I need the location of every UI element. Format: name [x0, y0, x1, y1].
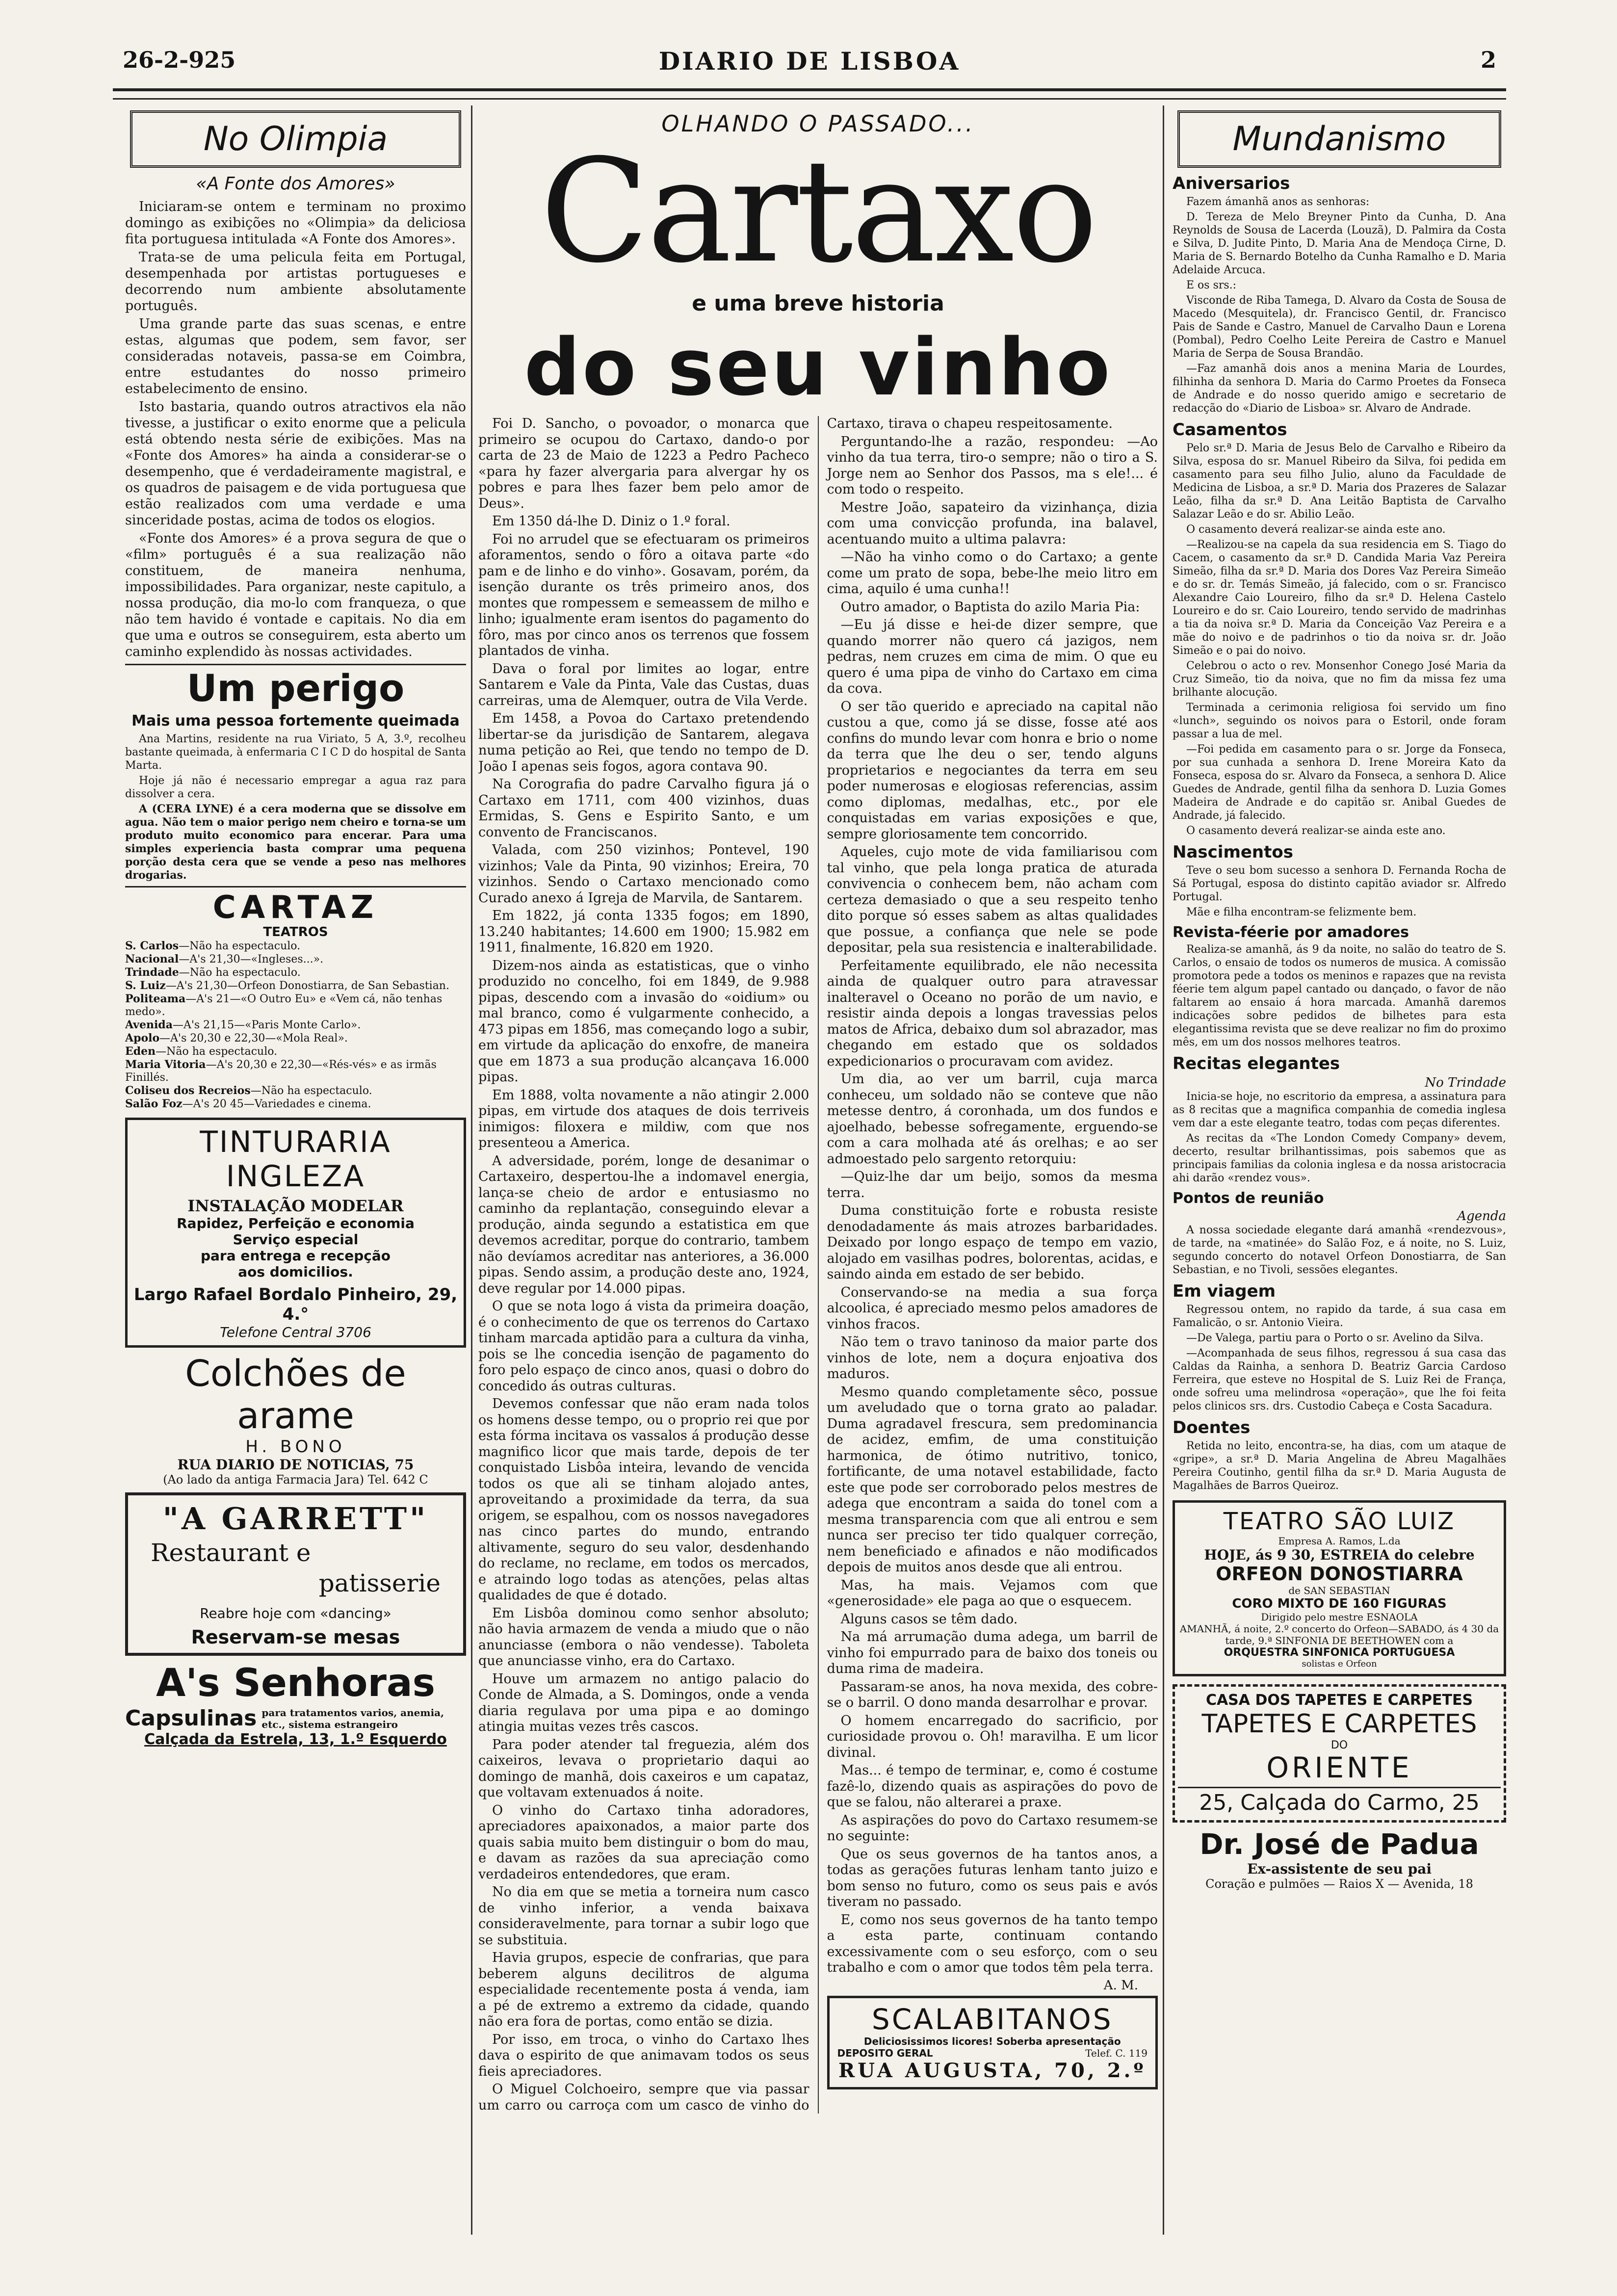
scalabitanos-deposit: DEPOSITO GERAL [837, 2047, 933, 2059]
oriente-line: TAPETES E CARPETES [1201, 1709, 1477, 1739]
oriente-line: ORIENTE [1266, 1751, 1412, 1784]
perigo-text: A (CERA LYNE) é a cera moderna que se dissolve em agua. Não tem o maior perigo nem cheiro e torna-se um produto muito economico para encerar. Para uma simples experiencia basta comprar uma pequena porção desta cera que se vende a peso nas melhores drogarias. [125, 803, 466, 882]
tinturaria-address: Largo Rafael Bordalo Pinheiro, 29, 4.° [133, 1285, 458, 1324]
saoluiz-ad [1173, 1500, 1506, 1676]
tinturaria-line: Serviço especial [233, 1231, 359, 1248]
section-paragraph: Inicia-se hoje, no escritorio da empresa, a assinatura para as 8 recitas que a magnifica companhia de comedia inglesa vem dar a este elegante teatro, todas com peças diferentes. [1173, 1091, 1506, 1129]
section-paragraph: Regressou ontem, no rapido da tarde, á sua casa em Famalicão, o sr. Antonio Vieira. [1173, 1304, 1506, 1329]
article-paragraph: Foi D. Sancho, o povoador, o monarca que primeiro se ocupou do Cartaxo, dando-o por carta de 23 de Maio de 1223 a Pedro Pacheco «para hy fazer alvergaria para alvergar hy os pobres e para lhes fazer bem pelo amor de Deus». [478, 416, 809, 511]
olimpia-paragraph: Isto bastaria, quando outros atractivos ela não tivesse, a justificar o exito enorme que a pelicula está obtendo nesta série de exibições. Mas na «Fonte dos Amores» ha ainda a considerar-se o desempenho, que é verdadeiramente magistral, e os quadros de paisagem e de vida portuguesa que estão realizados com uma verdade e uma sinceridade postas, acima de todos os elogios. [125, 399, 466, 528]
olimpia-paragraph: Trata-se de uma pelicula feita em Portugal, desempenhada por artistas portugueses e decorrendo num ambiente absolutamente português. [125, 250, 466, 313]
cartaz-subtitle: TEATROS [263, 925, 328, 939]
section-paragraph: —Realizou-se na capela da sua residencia em S. Tiago do Cacem, o casamento da sr.ª D. Candida Maria Vaz Pereira Simeão, filha da sr.ª D. Maria dos Dores Vaz Pereira Simeão e do sr. dr. Temás Simeão, já falecido, com o sr. Francisco Alexandre Caio Loureiro, filho da sr.ª D. Helena Castelo Loureiro e do sr. Caio Loureiro, tendo servido de madrinhas a tia da noiva sr.ª D. Maria da Conceição Vaz Pereira e a mãe do noivo e de padrinhos o tio da noiva sr. dr. João Simeão e o pai do noivo. [1173, 539, 1506, 657]
senhoras-text: para tratamentos varios, anemia, etc., sistema estrangeiro [261, 1706, 444, 1730]
section-heading: Doentes [1173, 1418, 1251, 1437]
article-paragraph: —Não ha vinho como o do Cartaxo; a gente come um prato de sopa, bebe-lhe meio litro em cima, aquilo é uma cunha!! [827, 549, 1158, 597]
article-body [478, 416, 1158, 2113]
tinturaria-line: Rapidez, Perfeição e economia [177, 1215, 415, 1231]
senhoras-word: Capsulinas [125, 1706, 257, 1731]
article-paragraph: Mestre João, sapateiro da vizinhança, dizia com uma convicção profunda, ina balavel, acentuando muito a ultima palavra: [827, 499, 1158, 547]
saoluiz-line: Dirigido pelo mestre ESNAOLA [1261, 1611, 1418, 1623]
article-title: Cartaxo [540, 129, 1096, 294]
cartaz-title: CARTAZ [212, 889, 379, 926]
article-paragraph: Houve um armazem no antigo palacio do Conde de Almada, a S. Domingos, onde a venda diaria regulava por uma pipa e ao domingo atingia muitas vezes três cascos. [478, 1671, 809, 1734]
senhoras-title: A's Senhoras [156, 1661, 436, 1705]
padua-line: Ex-assistente de seu pai [1247, 1861, 1432, 1877]
article-paragraph: Devemos confessar que não eram nada tolos os homens desse tempo, ou o proprio rei que por esta fórma incitava os vassalos á produção desse magnifico licor que mais tarde, depois de ter conquistado Lisbôa inteira, levando de vencida todos os que ali se tinham alojado antes, aproveitando a proximidade da terra, da sua origem, se espalhou, com os nossos navegadores nas cinco partes do mundo, entrando altivamente, seguro do seu valor, desdenhando do reclame, no reclame, em todos os mercados, e atraindo logo todas as atenções, pelas altas qualidades de que é dotado. [478, 1396, 809, 1603]
tinturaria-line: INSTALAÇÃO MODELAR [187, 1197, 404, 1215]
section-paragraph: —Foi pedida em casamento para o sr. Jorge da Fonseca, por sua cunhada a senhora D. Irene Moreira Kato da Fonseca, esposa do sr. Alvaro da Fonseca, a senhora D. Alice Guedes de Andrade, gentil filha da senhora D. Luzia Gomes Madeira de Andrade e do capitão sr. Anibal Guedes de Andrade, já falecido. [1173, 743, 1506, 822]
article-paragraph: Perguntando-lhe a razão, respondeu: —Ao vinho da tua terra, tiro-o sempre; não o tiro a S. Jorge nem ao Senhor dos Passos, ma s ele!... é com todo o respeito. [827, 434, 1158, 497]
article-paragraph: Em 1822, já conta 1335 fogos; em 1890, 13.240 habitantes; 14.600 em 1900; 15.982 em 1911, finalmente, 16.820 em 1920. [478, 908, 809, 955]
column-divider [471, 105, 472, 2235]
scalabitanos-line: Deliciosissimos licores! Soberba apresentação [863, 2035, 1121, 2047]
section-paragraph: Terminada a cerimonia religiosa foi servido um fino «lunch», seguindo os noivos para o Estoril, onde foram passar a lua de mel. [1173, 702, 1506, 740]
article-paragraph: O ser tão querido e apreciado na capital não custou a que, como já se disse, fosse até aos confins do mundo levar com honra e brio o nome da terra que lhe deu o ser, tendo alguns proprietarios e negociantes da terra em seu poder numerosas e elogiosas referencias, assim como diplomas, medalhas, etc., por ele conquistadas em varias exposições e que, sempre gloriosamente tem concorrido. [827, 699, 1158, 842]
oriente-address: 25, Calçada do Carmo, 25 [1178, 1787, 1501, 1815]
article-paragraph: Dava o foral por limites ao logar, entre Santarem e Vale da Pinta, Vale das Custas, duas carreiras, uma de Alemquer, outra de Vila Verde. [478, 661, 809, 708]
tinturaria-phone: Telefone Central 3706 [220, 1324, 371, 1340]
colchoes-name: H. BONO [245, 1437, 346, 1457]
colchoes-title: Colchões de arame [185, 1353, 406, 1437]
section-paragraph: O casamento deverá realizar-se ainda este ano. [1186, 523, 1446, 536]
article-heading [478, 110, 1158, 413]
article-paragraph: —Quiz-lhe dar um beijo, somos da mesma terra. [827, 1169, 1158, 1200]
saoluiz-line: CORO MIXTO DE 160 FIGURAS [1232, 1596, 1447, 1611]
section-paragraph: Visconde de Riba Tamega, D. Alvaro da Costa de Sousa de Macedo (Mesquitela), dr. Francisco Gentil, dr. Francisco Pais de Sande e Castro, Manuel de Carvalho Daun e Lorena (Pombal), Pedro Coelho Leite Pereira de Castro e Manuel Maria de Serpa de Sousa Brandão. [1173, 294, 1506, 360]
padua-line: Coração e pulmões — Raios X — Avenida, 18 [1205, 1877, 1473, 1891]
padua-title: Dr. José de Padua [1200, 1827, 1479, 1861]
section-paragraph: —Acompanhada de seus filhos, regressou á sua casa das Caldas da Rainha, a senhora D. Beatriz Garcia Cardoso Ferreira, que esteve no Hospital de S. Luiz Rei de França, onde sofreu uma melindrosa «operação», que lhe foi feita pelos clinicos srs. drs. Custodio Cabeça e Costa Sacadura. [1173, 1347, 1506, 1412]
olimpia-paragraph: «Fonte dos Amores» é a prova segura de que o «film» português é a sua realização não constituem, de maneira nenhuma, impossibilidades. Para organizar, neste capitulo, a nossa produção, dia mo-lo com franqueza, o que não tem havido é vontade e capitais. No dia em que uma e outros se conseguirem, esta aberto um caminho explendido às nossas actividades. [125, 531, 466, 659]
header-paper-name: DIARIO DE LISBOA [658, 47, 961, 76]
article-paragraph: O que se nota logo á vista da primeira doação, é o conhecimento de que os terrenos do Cartaxo tinham marcada aptidão para a cultura da vinha, pois se lhe concedia isenção de pagamento do foro pelo espaço de cinco anos, quasi o dobro do concedido ás outras culturas. [478, 1299, 809, 1394]
garrett-line: patisserie [318, 1569, 441, 1597]
saoluiz-line: solistas e Orfeon [1302, 1659, 1377, 1669]
article-paragraph: Alguns casos se têm dado. [840, 1611, 1018, 1627]
garrett-line: Restaurant e [151, 1539, 311, 1567]
section-paragraph: Teve o seu bom sucesso a senhora D. Fernanda Rocha de Sá Portugal, esposa do distinto capitão aviador sr. Alfredo Portugal. [1173, 864, 1506, 903]
oriente-line: DO [1330, 1739, 1348, 1751]
cartaz-row: Trindade—Não ha espectaculo. [125, 966, 301, 979]
tinturaria-title: TINTURARIA INGLEZA [200, 1125, 391, 1194]
column-divider [1163, 105, 1164, 2235]
article-paragraph: Por isso, em troca, o vinho do Cartaxo lhes dava o espirito de que animavam todos os seus fieis apreciadores. [478, 2032, 809, 2079]
perigo-text: Hoje já não é necessario empregar a agua raz para dissolver a cera. [125, 775, 466, 800]
section-paragraph: —Faz amanhã dois anos a menina Maria de Lourdes, filhinha da senhora D. Maria do Carmo Proetes da Fonseca de Andrade e do nosso querido amigo e secretario de redacção do «Diario de Lisboa» sr. Alvaro de Andrade. [1173, 363, 1506, 415]
senhoras-ad [125, 1661, 466, 1748]
garrett-ad [125, 1492, 466, 1656]
saoluiz-line: HOJE, ás 9 30, ESTREIA do celebre [1204, 1547, 1475, 1563]
article-paragraph: Não tem o travo taninoso da maior parte dos vinhos de lote, nem a doçura enjoativa dos maduros. [827, 1334, 1158, 1382]
article-paragraph: Duma constituição forte e robusta resiste denodadamente ás mais atrozes barbaridades. Deixado por longo espaço de tempo em vazio, alojado em vasilhas podres, bolorentas, acidas, e saindo ainda em estado de ser bebido. [827, 1203, 1158, 1282]
saoluiz-line: ORFEON DONOSTIARRA [1216, 1563, 1463, 1585]
mundanismo-body [1173, 174, 1506, 1492]
article-kicker: OLHANDO O PASSADO... [661, 110, 975, 137]
oriente-line: CASA DOS TAPETES E CARPETES [1205, 1692, 1473, 1709]
article-paragraph: Em Lisbôa dominou como senhor absoluto; não havia armazem de venda a miudo que o não anunciasse (embora o não vendesse). Taboleta que anunciasse vinho, era do Cartaxo. [478, 1605, 809, 1669]
article-signature: A. M. [1103, 1978, 1138, 1993]
article-paragraph: Na Corografia do padre Carvalho figura já o Cartaxo em 1711, com 400 vizinhos, duas Ermidas, S. Gens e Espirito Santo, e um convento de Franciscanos. [478, 777, 809, 840]
olimpia-paragraph: Uma grande parte das suas scenas, e entre estas, algumas que podem, sem favor, ser consideradas notaveis, passa-se em Coimbra, entre estudantes do nosso primeiro estabelecimento de ensino. [125, 316, 466, 396]
article-paragraph: O homem encarregado do sacrificio, por curiosidade provou o. Oh! maravilha. E um licor divinal. [827, 1713, 1158, 1760]
scalabitanos-tel: Telef. C. 119 [1085, 2047, 1148, 2059]
cartaxo-article [478, 105, 1158, 2235]
cartaz-row: Salão Foz—A's 20 45—Variedades e cinema. [125, 1097, 371, 1110]
oriente-ad [1173, 1684, 1506, 1823]
scalabitanos-title: SCALABITANOS [871, 2002, 1113, 2036]
article-paragraph: Conservando-se na media a sua força alcoolica, é apreciado mesmo pelos amadores de vinhos fracos. [827, 1284, 1158, 1332]
article-paragraph: Na má arrumação duma adega, um barril de vinho foi empurrado para de baixo dos toneis ou duma rima de madeira. [827, 1629, 1158, 1676]
section-paragraph: O casamento deverá realizar-se ainda este ano. [1186, 825, 1446, 837]
section-heading: Nascimentos [1173, 842, 1293, 862]
article-paragraph: Mesmo quando completamente sêco, possue um aveludado que o torna grato ao paladar. Duma agradavel frescura, sem predominancia de acidez, emfim, de uma constituição harmonica, de ótimo nutritivo, tonico, fortificante, de uma notavel estabilidade, facto este que pode ser corroborado pelos mestres de adega que encontram a saida do tonel com a mesma transparencia com que ali entrou e sem nunca ser preciso ter tido qualquer correção, nem beneficiado e afinados e não modificados depois de muitos anos desde que ali entrou. [827, 1384, 1158, 1575]
perigo-text: Ana Martins, residente na rua Viriato, 5 A, 3.º, recolheu bastante queimada, à enfermaria C I C D do hospital de Santa Marta. [125, 733, 466, 772]
section-paragraph: Realiza-se amanhã, ás 9 da noite, no salão do teatro de S. Carlos, o ensaio de todos os numeros de musica. A comissão promotora pede a todos os meninos e rapazes que na revista féerie tem algum papel cantado ou dançado, o favor de não faltarem ao ensaio á hora marcada. Amanhã daremos indicações sobre pedidos de bilhetes para esta elegantissima revista que se deve realizar no fim do proximo mês, em um dos nossos melhores teatros. [1173, 943, 1506, 1048]
section-paragraph: Mãe e filha encontram-se felizmente bem. [1186, 906, 1417, 918]
header-date: 26-2-925 [123, 47, 236, 73]
header-page-number: 2 [1480, 47, 1496, 73]
section-paragraph: A nossa sociedade elegante dará amanhã «rendezvous», de tarde, na «matinée» do Salão Foz, e á noite, no S. Luiz, segundo concerto do notavel Orfeon Donostiarra, de San Sebastian, e no Tivoli, sessões elegantes. [1173, 1224, 1506, 1276]
article-title-wine: do seu vinho [524, 321, 1112, 413]
section-heading: Aniversarios [1173, 174, 1290, 193]
page-header [123, 47, 1496, 81]
tinturaria-line: aos domicilios. [238, 1264, 353, 1280]
saoluiz-title: TEATRO SÃO LUIZ [1223, 1508, 1456, 1535]
article-paragraph: O vinho do Cartaxo tinha adoradores, apreciadores apaixonados, a maior parte dos quais sabia muito bem distinguir o bom do mau, e davam as razões da sua apreciação como verdadeiros entendedores, que eram. [478, 1802, 809, 1882]
section-subhead: No Trindade [1425, 1075, 1506, 1090]
article-paragraph: Em 1888, volta novamente a não atingir 2.000 pipas, em virtude dos ataques de dois terriveis inimigos: filoxera e mildiw, com que nos presenteou a America. [478, 1087, 809, 1150]
section-heading: Revista-féerie por amadores [1173, 924, 1409, 941]
section-subhead: Agenda [1457, 1209, 1506, 1224]
garrett-title: "A GARRETT" [162, 1501, 429, 1537]
cartaz-row: Coliseu dos Recreios—Não ha espectaculo. [125, 1084, 372, 1097]
article-paragraph: Outro amador, o Baptista do azilo Maria Pia: [840, 599, 1140, 615]
article-paragraph: Em 1458, a Povoa do Cartaxo pretendendo libertar-se da jurisdição de Santarem, alegava numa petição ao Rei, que tendo no tempo de D. João I apenas seis fogos, agora contava 90. [478, 711, 809, 774]
section-paragraph: D. Tereza de Melo Breyner Pinto da Cunha, D. Ana Reynolds de Sousa de Lacerda (Louzã), D. Palmira da Costa e Silva, D. Judite Pinto, D. Maria Ana de Mendoça Cirne, D. Maria de S. Bernardo Botelho da Cunha Ramalho e D. Maria Adelaide Arcuca. [1173, 211, 1506, 276]
garrett-line: Reabre hoje com «dancing» [200, 1605, 391, 1621]
padua-ad [1173, 1827, 1506, 1891]
article-paragraph: As aspirações do povo do Cartaxo resumem-se no seguinte: [827, 1812, 1158, 1844]
article-paragraph: Valada, com 250 vizinhos; Pontevel, 190 vizinhos; Vale da Pinta, 90 vizinhos; Ereira, 70 vizinhos. Sendo o Cartaxo mencionado como Curado anexo á Igreja de Marvila, de Santarem. [478, 842, 809, 906]
article-paragraph: Aqueles, cujo mote de vida familiarisou com tal vinho, que pela longa pratica de aturada convivencia o conhecem bem, não acham com certeza demasiado o que a seu respeito tenho dito porque só esses sabem as altas qualidades que possue, a confiança que nele se pode depositar, pela sua resistencia e inalterabilidade. [827, 844, 1158, 955]
section-paragraph: Pelo sr.ª D. Maria de Jesus Belo de Carvalho e Ribeiro da Silva, esposa do sr. Manuel Ribeiro da Silva, foi pedida em casamento para seu filho Julio, aluno da Faculdade de Medicina de Lisboa, a sr.ª D. Maria dos Prazeres de Salazar Leão, filha da sr.ª D. Ana Leitão Baptista de Carvalho Salazar Leão e do sr. Abilio Leão. [1173, 442, 1506, 521]
section-paragraph: As recitas da «The London Comedy Company» devem, decerto, resultar brilhantissimas, pois sabemos que as principais familias da colonia inglesa e da nossa aristocracia ahi darão «rendez vous». [1173, 1132, 1506, 1184]
perigo-ad [125, 664, 466, 882]
article-paragraph: Foi no arrudel que se efectuaram os primeiros aforamentos, sendo o fôro a oitava parte «do pam e de linho e do vinho». Gosavam, porém, da isenção durante os três primeiro anos, dos montes que rompessem e semeassem de milho e linho; igualmente eram isentos do pagamento do fôro, mas por cinco anos os terrenos que fossem plantados de vinha. [478, 531, 809, 658]
article-paragraph: Que os seus governos de ha tantos anos, a todas as gerações futuras lenham tanto juizo e bom senso no futuro, como os seus pais e avós tiveram no passado. [827, 1846, 1158, 1909]
scalabitanos-address: RUA AUGUSTA, 70, 2.º [838, 2059, 1147, 2082]
article-paragraph: Dizem-nos ainda as estatisticas, que o vinho produzido no concelho, foi em 1849, de 9.988 pipas, descendo com a invasão do «oidium» ou mal branco, como é vulgarmente conhecido, a 473 pipas em 1856, mas começando logo a subir, em virtude da aplicação do enxofre, de maneira que em 1873 a sua produção alcançava 16.000 pipas. [478, 958, 809, 1085]
header-rule [113, 88, 1506, 100]
article-paragraph: Passaram-se anos, ha nova mexida, des cobre-se o barril. O dono manda desarrolhar e provar. [827, 1679, 1158, 1710]
article-paragraph: Mas, ha mais. Vejamos com que «generosidade» ele paga ao que o esquecem. [827, 1577, 1158, 1609]
section-paragraph: Retida no leito, encontra-se, ha dias, com um ataque de «gripe», a sr.ª D. Maria Angelina de Abreu Magalhães Pereira Coutinho, gentil filha da sr.ª D. Maria Augusta de Magalhães de Barros Queiroz. [1173, 1440, 1506, 1492]
cartaz-row: Eden—Não ha espectaculo. [125, 1045, 278, 1058]
colchoes-ad [125, 1353, 466, 1487]
saoluiz-company: Empresa A. Ramos, L.da [1278, 1535, 1401, 1547]
section-paragraph: E os srs.: [1186, 279, 1237, 291]
perigo-title: Um perigo [186, 666, 405, 710]
article-paragraph: Havia grupos, especie de confrarias, que para beberem alguns decilitros de alguma especialidade recentemente posta á venda, iam a pé de extremo a extremo da cidade, quando não era fora de portas, como então se dizia. [478, 1950, 809, 2029]
tinturaria-ad [125, 1118, 466, 1348]
cartaz-row: Apolo—A's 20,30 e 22,30—«Mola Real». [125, 1032, 348, 1044]
article-paragraph: Mas... é tempo de terminar, e, como é costume fazê-lo, dizendo quais as aspirações do povo de que se falou, não alterarei a praxe. [827, 1763, 1158, 1810]
olimpia-subtitle: «A Fonte dos Amores» [196, 174, 395, 194]
perigo-headline: Mais uma pessoa fortemente queimada [131, 712, 460, 730]
article-subtitle: e uma breve historia [692, 291, 944, 316]
garrett-line: Reservam-se mesas [191, 1626, 400, 1648]
section-heading: Em viagem [1173, 1281, 1276, 1301]
olimpia-title: No Olimpia [130, 110, 461, 168]
saoluiz-line: AMANHÃ, á noite, 2.º concerto do Orfeon—SABADO, ás 4 30 da tarde, 9.ª SINFONIA DE BEETHOWEN com a [1179, 1623, 1499, 1646]
cartaz-row: Politeama—A's 21—«O Outro Eu» e «Vem cá, não tenhas medo». [125, 992, 443, 1018]
cartaz-row: S. Luiz—A's 21,30—Orfeon Donostiarra, de San Sebastian. [125, 979, 449, 992]
section-heading: Casamentos [1173, 420, 1287, 440]
section-heading: Recitas elegantes [1173, 1054, 1340, 1073]
colchoes-address: RUA DIARIO DE NOTICIAS, 75 [177, 1457, 414, 1473]
article-paragraph: No dia em que se metia a torneira num casco de vinho inferior, a venda baixava consideravelmente, para tornar a subir logo que se substituia. [478, 1884, 809, 1948]
tinturaria-line: para entrega e recepção [200, 1248, 391, 1264]
article-paragraph: E, como nos seus governos de ha tanto tempo a esta parte, continuam contando excessivamente com o seu esforço, com o seu trabalho e com o amor que todos têm pela terra. [827, 1912, 1158, 1975]
cartaz-row: S. Carlos—Não ha espectaculo. [125, 939, 301, 952]
cartaz-row: Maria Vitoria—A's 20,30 e 22,30—«Rés-vés» e as irmãs Finillés. [125, 1058, 437, 1084]
article-paragraph: Para poder atender tal freguezia, além dos caixeiros, levava o proprietario daqui ao domingo de manhã, dois caxeiros e um capataz, que voltavam extenuados á noite. [478, 1737, 809, 1800]
section-paragraph: Celebrou o acto o rev. Monsenhor Conego José Maria da Cruz Simeão, tio da noiva, que no fim da missa fez uma brilhante alocução. [1173, 660, 1506, 699]
article-paragraph: Um dia, ao ver um barril, cuja marca conheceu, um soldado não se conteve que não metesse dentro, á coronhada, um dos fundos e ajoelhado, bebesse sofregamente, erguendo-se com a cara molhada até ás orelhas; e ao ser admoestado pelo sargento retorquiu: [827, 1071, 1158, 1167]
mundanismo-title: Mundanismo [1177, 110, 1501, 168]
scalabitanos-ad [827, 1996, 1158, 2089]
article-paragraph: —Eu já disse e hei-de dizer sempre, que quando morrer não quero cá jazigos, nem pedras, nem cruzes em cima de mim. O que eu quero é uma pipa de vinho do Cartaxo em cima da cova. [827, 617, 1158, 696]
article-paragraph: Em 1350 dá-lhe D. Diniz o 1.º foral. [492, 514, 730, 529]
right-column [1173, 105, 1506, 2235]
senhoras-address: Calçada da Estrela, 13, 1.º Esquerdo [144, 1731, 447, 1748]
article-paragraph: Perfeitamente equilibrado, ele não necessita ainda de qualquer outro para atravessar inalteravel o Oceano no porão de um navio, e resistir ainda depois a longas travessias pelos matos de Africa, debaixo dum sol abrazador, mas chegando em estado que os soldados expedicionarios o procuravam com avidez. [827, 958, 1158, 1069]
cartaz-section [125, 886, 466, 1111]
saoluiz-line: de SAN SEBASTIAN [1288, 1585, 1390, 1596]
colchoes-note: (Ao lado da antiga Farmacia Jara) Tel. 642 C [163, 1473, 428, 1487]
cartaz-list [125, 939, 466, 1111]
cartaz-row: Nacional—A's 21,30—«Ingleses...». [125, 953, 324, 965]
saoluiz-line: ORQUESTRA SINFONICA PORTUGUESA [1224, 1646, 1455, 1659]
section-heading: Pontos de reunião [1173, 1190, 1324, 1207]
olimpia-paragraph: Iniciaram-se ontem e terminam no proximo domingo as exibições no «Olimpia» da deliciosa fita portuguesa intitulada «A Fonte dos Amores». [125, 199, 466, 247]
article-paragraph: A adversidade, porém, longe de desanimar o Cartaxeiro, despertou-lhe a indomavel energia, lança-se cheio de ardor e entusiasmo no caminho da replantação, conseguindo elevar a produção, ainda segundo a estatistica em que devemos acreditar, porque do contrario, tambem não devíamos acreditar nas anteriores, a 36.000 pipas. Sendo assim, a produção deste ano, 1924, deve regular por 14.000 pipas. [478, 1153, 809, 1296]
section-paragraph: Fazem ámanhã anos as senhoras: [1186, 196, 1370, 208]
left-column [125, 105, 466, 2235]
olimpia-article [125, 110, 466, 660]
cartaz-row: Avenida—A's 21,15—«Paris Monte Carlo». [125, 1018, 361, 1031]
article-paragraph: O Miguel Colchoeiro, sempre que via passar um carro ou carroça com um casco de vinho do Cartaxo, tirava o chapeu respeitosamente. [478, 416, 1113, 2113]
section-paragraph: —De Valega, partiu para o Porto o sr. Avelino da Silva. [1186, 1332, 1484, 1344]
